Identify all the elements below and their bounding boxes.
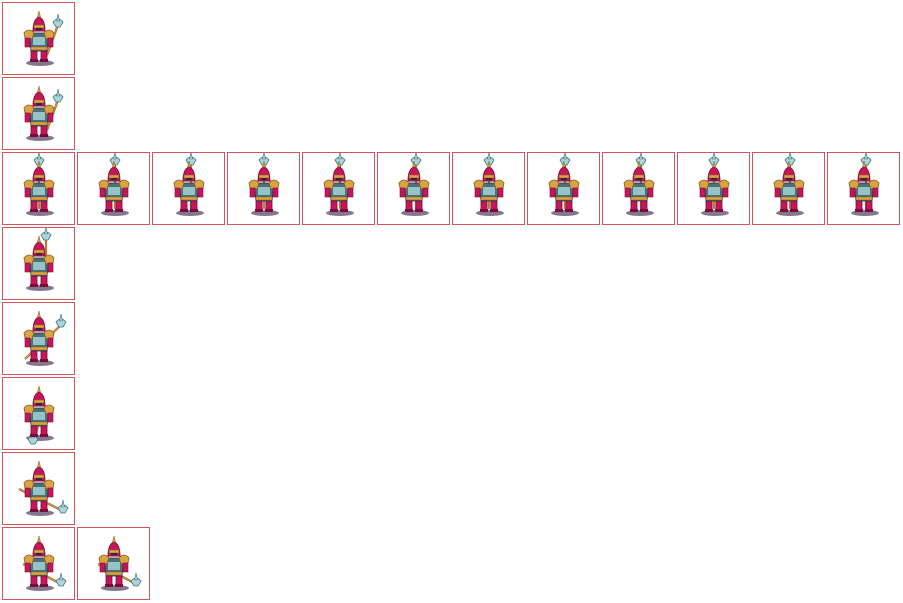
sprite-icon — [678, 153, 749, 224]
sprite-icon — [528, 153, 599, 224]
sprite-frame-turn-1 — [2, 227, 75, 300]
sprite-icon — [3, 78, 74, 149]
sprite-icon — [3, 453, 74, 524]
sprite-icon — [3, 228, 74, 299]
sprite-frame-attack-combo-9 — [602, 152, 675, 225]
sprite-icon — [3, 528, 74, 599]
sprite-frame-special-2 — [77, 527, 150, 600]
animation-row-turn — [2, 227, 77, 301]
sprite-frame-attack-combo-10 — [677, 152, 750, 225]
knight-body — [24, 386, 54, 437]
sprite-frame-attack-combo-7 — [452, 152, 525, 225]
sprite-frame-attack-combo-6 — [377, 152, 450, 225]
sprite-frame-attack-combo-1 — [2, 152, 75, 225]
sprite-icon — [228, 153, 299, 224]
animation-row-guard — [2, 302, 77, 376]
sprite-frame-downward-thrust-1 — [2, 377, 75, 450]
sprite-frame-attack-combo-12 — [827, 152, 900, 225]
sprite-frame-attack-combo-4 — [227, 152, 300, 225]
sprite-icon — [3, 378, 74, 449]
animation-row-idle — [2, 2, 77, 76]
knight-body — [24, 11, 54, 62]
animation-row-downward-thrust — [2, 377, 77, 451]
sprite-icon — [153, 153, 224, 224]
sprite-icon — [3, 303, 74, 374]
sprite-frame-attack-combo-11 — [752, 152, 825, 225]
sprite-frame-special-1 — [2, 527, 75, 600]
sprite-icon — [453, 153, 524, 224]
knight-body — [849, 161, 879, 212]
sprite-frame-idle-1 — [2, 2, 75, 75]
sprite-icon — [603, 153, 674, 224]
knight-body — [99, 536, 129, 587]
animation-row-walk — [2, 77, 77, 151]
animation-row-attack-combo — [2, 152, 902, 226]
animation-row-special — [2, 527, 152, 601]
sprite-icon — [78, 153, 149, 224]
sprite-icon — [753, 153, 824, 224]
sprite-frame-walk-1 — [2, 77, 75, 150]
animation-row-sweep — [2, 452, 77, 526]
sprite-icon — [303, 153, 374, 224]
sprite-icon — [378, 153, 449, 224]
sprite-icon — [828, 153, 899, 224]
knight-body — [24, 536, 54, 587]
sprite-frame-attack-combo-8 — [527, 152, 600, 225]
knight-body — [24, 86, 54, 137]
knight-body — [624, 161, 654, 212]
knight-body — [174, 161, 204, 212]
sprite-frame-guard-1 — [2, 302, 75, 375]
sprite-frame-attack-combo-5 — [302, 152, 375, 225]
sprite-icon — [3, 3, 74, 74]
sprite-frame-sweep-1 — [2, 452, 75, 525]
knight-body — [399, 161, 429, 212]
sprite-icon — [78, 528, 149, 599]
sprite-frame-attack-combo-2 — [77, 152, 150, 225]
sprite-sheet — [2, 2, 901, 601]
sprite-icon — [3, 153, 74, 224]
knight-body — [24, 236, 54, 287]
sprite-frame-attack-combo-3 — [152, 152, 225, 225]
